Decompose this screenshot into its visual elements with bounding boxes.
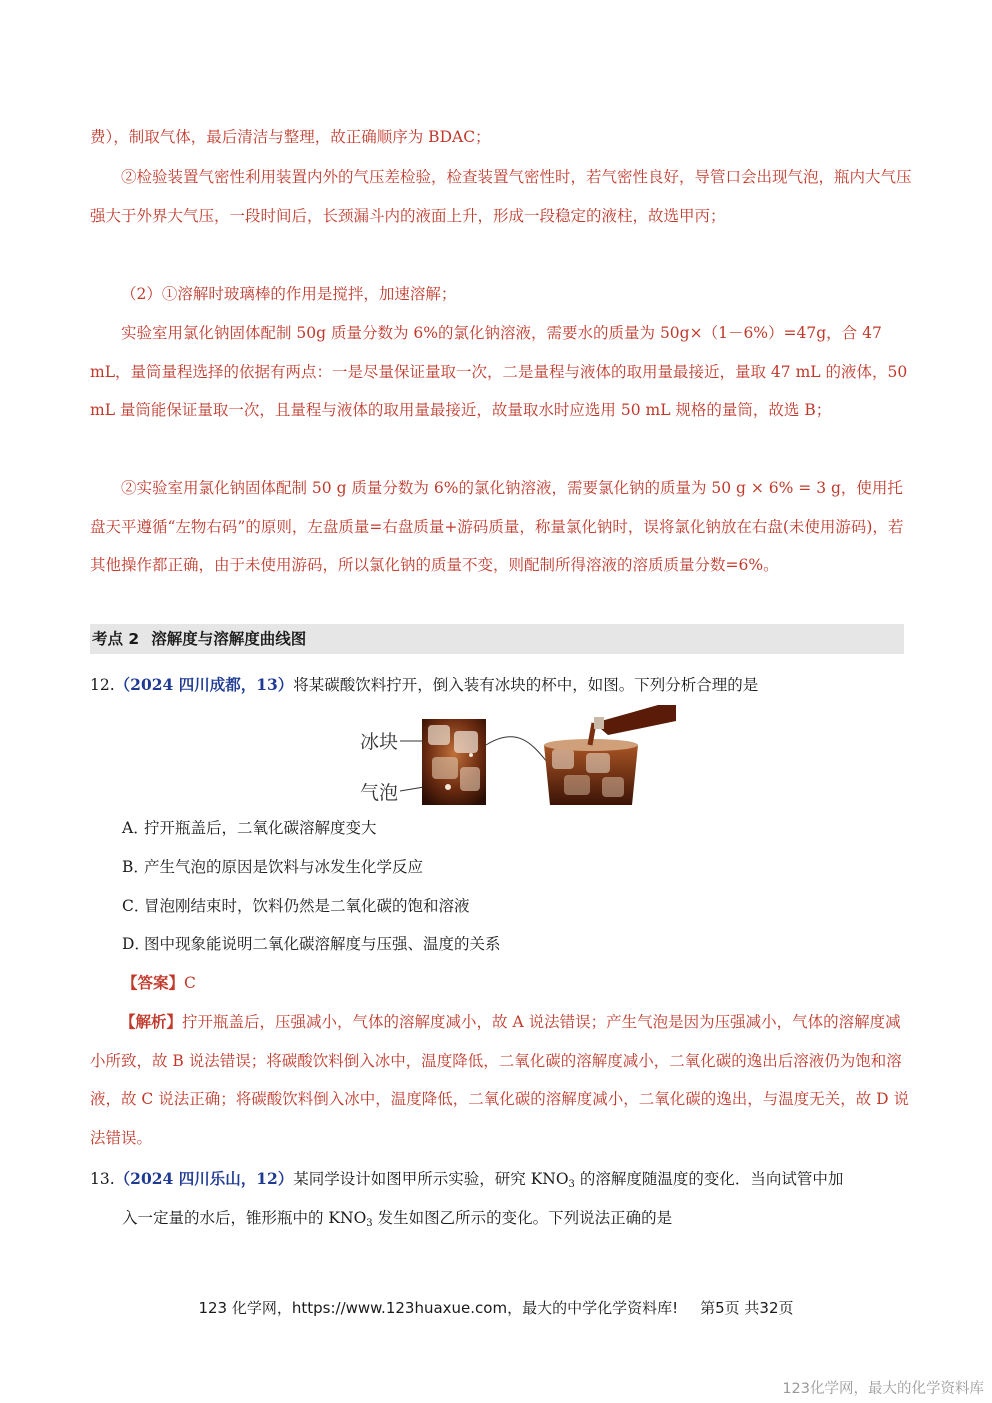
question-13-stem: [90, 1167, 843, 1191]
question-text-d: 发生如图乙所示的变化。下列说法正确的是: [372, 1209, 673, 1227]
option-text: 图中现象能说明二氧化碳溶解度与压强、温度的关系: [144, 935, 501, 953]
analysis-tag: 【解析】: [120, 1012, 183, 1031]
section-title: 溶解度与溶解度曲线图: [151, 630, 307, 648]
section-heading: [90, 624, 904, 654]
question-number: 13.: [90, 1170, 115, 1188]
answer-line-1: 费），制取气体，最后清洁与整理，故正确顺序为 BDAC；: [90, 128, 491, 146]
answer-value: C: [184, 974, 196, 992]
analysis-paragraph: [90, 1003, 912, 1157]
option-key: A．: [122, 819, 149, 837]
question-number: 12.: [90, 676, 115, 694]
subscript: 3: [366, 1218, 373, 1229]
option-a: [122, 816, 377, 840]
option-b: [122, 855, 423, 879]
question-text-c: 入一定量的水后，锥形瓶中的 KNO: [122, 1209, 367, 1227]
label-ice: 冰块: [360, 731, 399, 753]
question-text: 将某碳酸饮料拧开，倒入装有冰块的杯中，如图。下列分析合理的是: [293, 676, 759, 694]
cola-figure: [358, 705, 676, 805]
cola-photo: [358, 705, 676, 805]
label-bubble: 气泡: [360, 782, 399, 804]
section-label: 考点 2: [92, 630, 140, 648]
option-c: [122, 894, 470, 918]
option-key: B．: [122, 858, 149, 876]
option-key: C．: [122, 897, 150, 915]
question-12-stem: [90, 673, 758, 697]
footer-page-number: 第5页 共32页: [700, 1299, 794, 1317]
question-source: （2024 四川乐山，12）: [114, 1169, 294, 1188]
subscript: 3: [568, 1179, 575, 1190]
answer-paragraph-balance: ②实验室用氯化钠固体配制 50 g 质量分数为 6%的氯化钠溶液，需要氯化钠的质量为 50 g × 6% = 3 g，使用托盘天平遵循“左物右码”的原则，左盘质量=右盘质量+游码质量，称量氯化钠时，误将氯化钠放在右盘(未使用游码)，若其他操作都正确，由于未使用游码，所以氯化钠的质量不变，则配制所得溶液的溶质质量分数=6%。: [90, 479, 904, 574]
answer-paragraph-glass-rod: （2）①溶解时玻璃棒的作用是搅拌，加速溶解；: [121, 285, 457, 303]
option-key: D．: [122, 935, 150, 953]
analysis-text: 拧开瓶盖后，压强减小，气体的溶解度减小，故 A 说法错误；产生气泡是因为压强减小，气体的溶解度减小所致，故 B 说法错误；将碳酸饮料倒入冰中，温度降低，二氧化碳的溶解度减小，二氧化碳的逸出后溶液仍为饱和溶液，故 C 说法正确；将碳酸饮料倒入冰中，温度降低，二氧化碳的溶解度减小，二氧化碳的逸出，与温度无关，故 D 说法错误。: [90, 1013, 909, 1147]
answer-paragraph-airtightness: ②检验装置气密性利用装置内外的气压差检验，检查装置气密性时，若气密性良好，导管口会出现气泡，瓶内大气压强大于外界大气压，一段时间后，长颈漏斗内的液面上升，形成一段稳定的液柱，故选甲丙；: [90, 168, 912, 225]
option-d: [122, 932, 501, 956]
question-text-b: 的溶解度随温度的变化．当向试管中加: [574, 1170, 844, 1188]
question-text-a: 某同学设计如图甲所示实验，研究 KNO: [293, 1170, 569, 1188]
option-text: 冒泡刚结束时，饮料仍然是二氧化碳的饱和溶液: [144, 897, 470, 915]
footer-site: 123 化学网，https://www.123huaxue.com，最大的中学化学资料库!: [198, 1299, 679, 1317]
option-text: 产生气泡的原因是饮料与冰发生化学反应: [144, 858, 424, 876]
watermark: 123化学网，最大的化学资料库: [782, 1381, 984, 1397]
answer-paragraph-water-volume: 实验室用氯化钠固体配制 50g 质量分数为 6%的氯化钠溶液，需要水的质量为 50g×（1－6%）=47g，合 47 mL，量筒量程选择的依据有两点：一是尽量保证量取一次，二是量程与液体的取用量最接近，量取 47 mL 的液体，50 mL 量筒能保证量取一次，且量程与液体的取用量最接近，故量取水时应选用 50 mL 规格的量筒，故选 B；: [90, 324, 908, 419]
option-text: 拧开瓶盖后，二氧化碳溶解度变大: [144, 819, 377, 837]
question-13-line-2: [122, 1206, 672, 1230]
answer-line: [122, 971, 196, 995]
answer-tag: 【答案】: [122, 973, 185, 992]
question-source: （2024 四川成都，13）: [114, 675, 294, 694]
page-footer: [0, 1297, 992, 1318]
